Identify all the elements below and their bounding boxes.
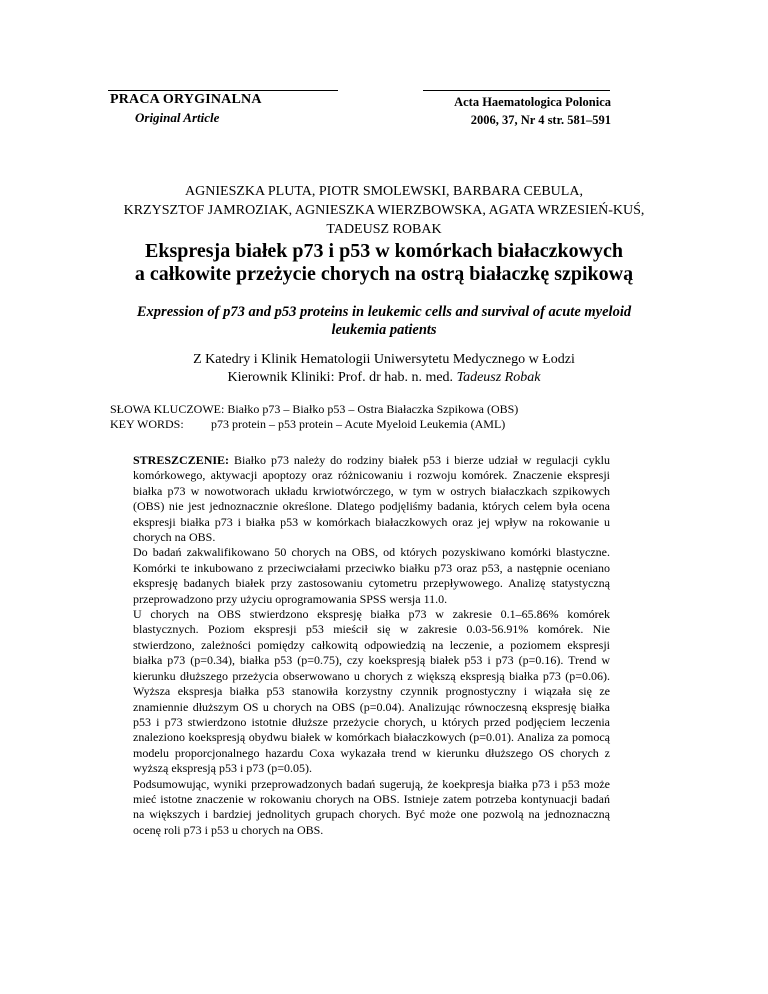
abstract-label: STRESZCZENIE: — [133, 453, 230, 467]
abstract-paragraph — [133, 453, 610, 545]
keywords-english — [110, 417, 518, 432]
title-line: Ekspresja białek p73 i p53 w komórkach białaczkowych — [144, 240, 624, 262]
title-line: a całkowite przeżycie chorych na ostrą białaczkę szpikową — [134, 263, 634, 285]
affiliation-institution: Z Katedry i Klinik Hematologii Uniwersytetu Medycznego w Łodzi — [193, 352, 575, 367]
article-type-en: Original Article — [135, 110, 220, 125]
abstract — [133, 453, 610, 838]
journal-name: Acta Haematologica Polonica — [454, 95, 611, 109]
affiliation-head-name: Tadeusz Robak — [456, 370, 541, 385]
abstract-paragraph: Do badań zakwalifikowano 50 chorych na OBS, od których pozyskiwano komórki blastyczne. Komórki te inkubowano z przeciwciałami przeciwko białku p73 oraz p53, a następnie oceniano ekspresję badanych białek przy zastosowaniu cytometru przepływowego. Analizę statystyczną przeprowadzono przy użyciu oprogramowania SPSS wersja 11.0. — [133, 545, 610, 606]
keywords-pl-label: SŁOWA KLUCZOWE: — [110, 402, 225, 416]
article-type — [110, 92, 262, 126]
author-line: KRZYSZTOF JAMROZIAK, AGNIESZKA WIERZBOWSKA, AGATA WRZESIEŃ-KUŚ, — [123, 203, 645, 218]
affiliation-head-prefix: Kierownik Kliniki: Prof. dr hab. n. med. — [227, 370, 454, 385]
keywords — [110, 402, 518, 432]
keywords-polish — [110, 402, 518, 417]
affiliation-head — [60, 369, 708, 387]
header-rule-left — [108, 90, 338, 91]
journal-issue: 2006, 37, Nr 4 str. 581–591 — [470, 113, 611, 127]
journal-info — [454, 93, 611, 129]
affiliation — [60, 351, 708, 387]
title-line: leukemia patients — [331, 322, 437, 338]
author-line: TADEUSZ ROBAK — [326, 222, 442, 237]
article-type-pl: PRACA ORYGINALNA — [110, 92, 262, 107]
title-polish — [60, 240, 708, 286]
abstract-paragraph: U chorych na OBS stwierdzono ekspresję białka p73 w zakresie 0.1–65.86% komórek blastycznych. Poziom ekspresji p53 mieścił się w zakresie 0.03-56.91% komórek. Nie stwierdzono, zależności pomiędzy całkowitą odpowiedzią na leczenie, a poziomem ekspresji białka p73 (p=0.34), białka p53 (p=0.75), czy koekspresją białek p53 i p73 (p=0.16). Trend w kierunku dłuższego przeżycia obserwowano u chorych z większą ekspresją białka p73 (p=0.06). Wyższa ekspresja białka p53 stanowiła korzystny czynnik prognostyczny i wiązała się ze znamiennie dłuższym OS u chorych na OBS (p=0.04). Analizując równoczesną ekspresję białka p53 i p73 stwierdzono istotnie dłuższe przeżycie chorych, u których przed podjęciem leczenia znaleziono koekspresją obydwu białek w komórkach białaczkowych (p=0.01). Analiza za pomocą modelu proporcjonalnego hazardu Coxa wykazała trend w kierunku dłuższego OS chorych z wyższą ekspresją p53 i p73 (p=0.05). — [133, 607, 610, 776]
keywords-pl-value: Białko p73 – Białko p53 – Ostra Białaczka Szpikowa (OBS) — [227, 402, 519, 416]
abstract-paragraph: Podsumowując, wyniki przeprowadzonych badań sugerują, że koekpresja białka p73 i p53 może mieć istotne znaczenie w rokowaniu chorych na OBS. Istnieje zatem potrzeba kontynuacji badań na większych i bardziej jednolitych grupach chorych. Być może one pozwolą na jednoznaczną ocenę roli p73 i p53 u chorych na OBS. — [133, 776, 610, 837]
title-line: Expression of p73 and p53 proteins in leukemic cells and survival of acute myeloid — [136, 304, 632, 320]
abstract-text: Białko p73 należy do rodziny białek p53 i bierze udział w regulacji cyklu komórkowego, aktywacji apoptozy oraz różnicowaniu i rozwoju komórek. Znaczenie ekspresji białka p73 w nowotworach układu krwiotwórczego, w tym w ostrych białaczkach szpikowych (OBS) nie jest jednoznacznie określone. Dlatego podjęliśmy badania, których celem była ocena ekspresji białka p73 i białka p53 w komórkach białaczkowych oraz jej wpływ na rokowanie u chorych na OBS. — [133, 453, 610, 545]
keywords-en-label: KEY WORDS: — [110, 417, 184, 431]
author-line: AGNIESZKA PLUTA, PIOTR SMOLEWSKI, BARBARA CEBULA, — [185, 184, 583, 199]
title-english — [90, 303, 678, 339]
keywords-en-value: p73 protein – p53 protein – Acute Myeloid Leukemia (AML) — [211, 417, 506, 431]
author-list — [60, 182, 708, 239]
header-rule-right — [423, 90, 610, 91]
